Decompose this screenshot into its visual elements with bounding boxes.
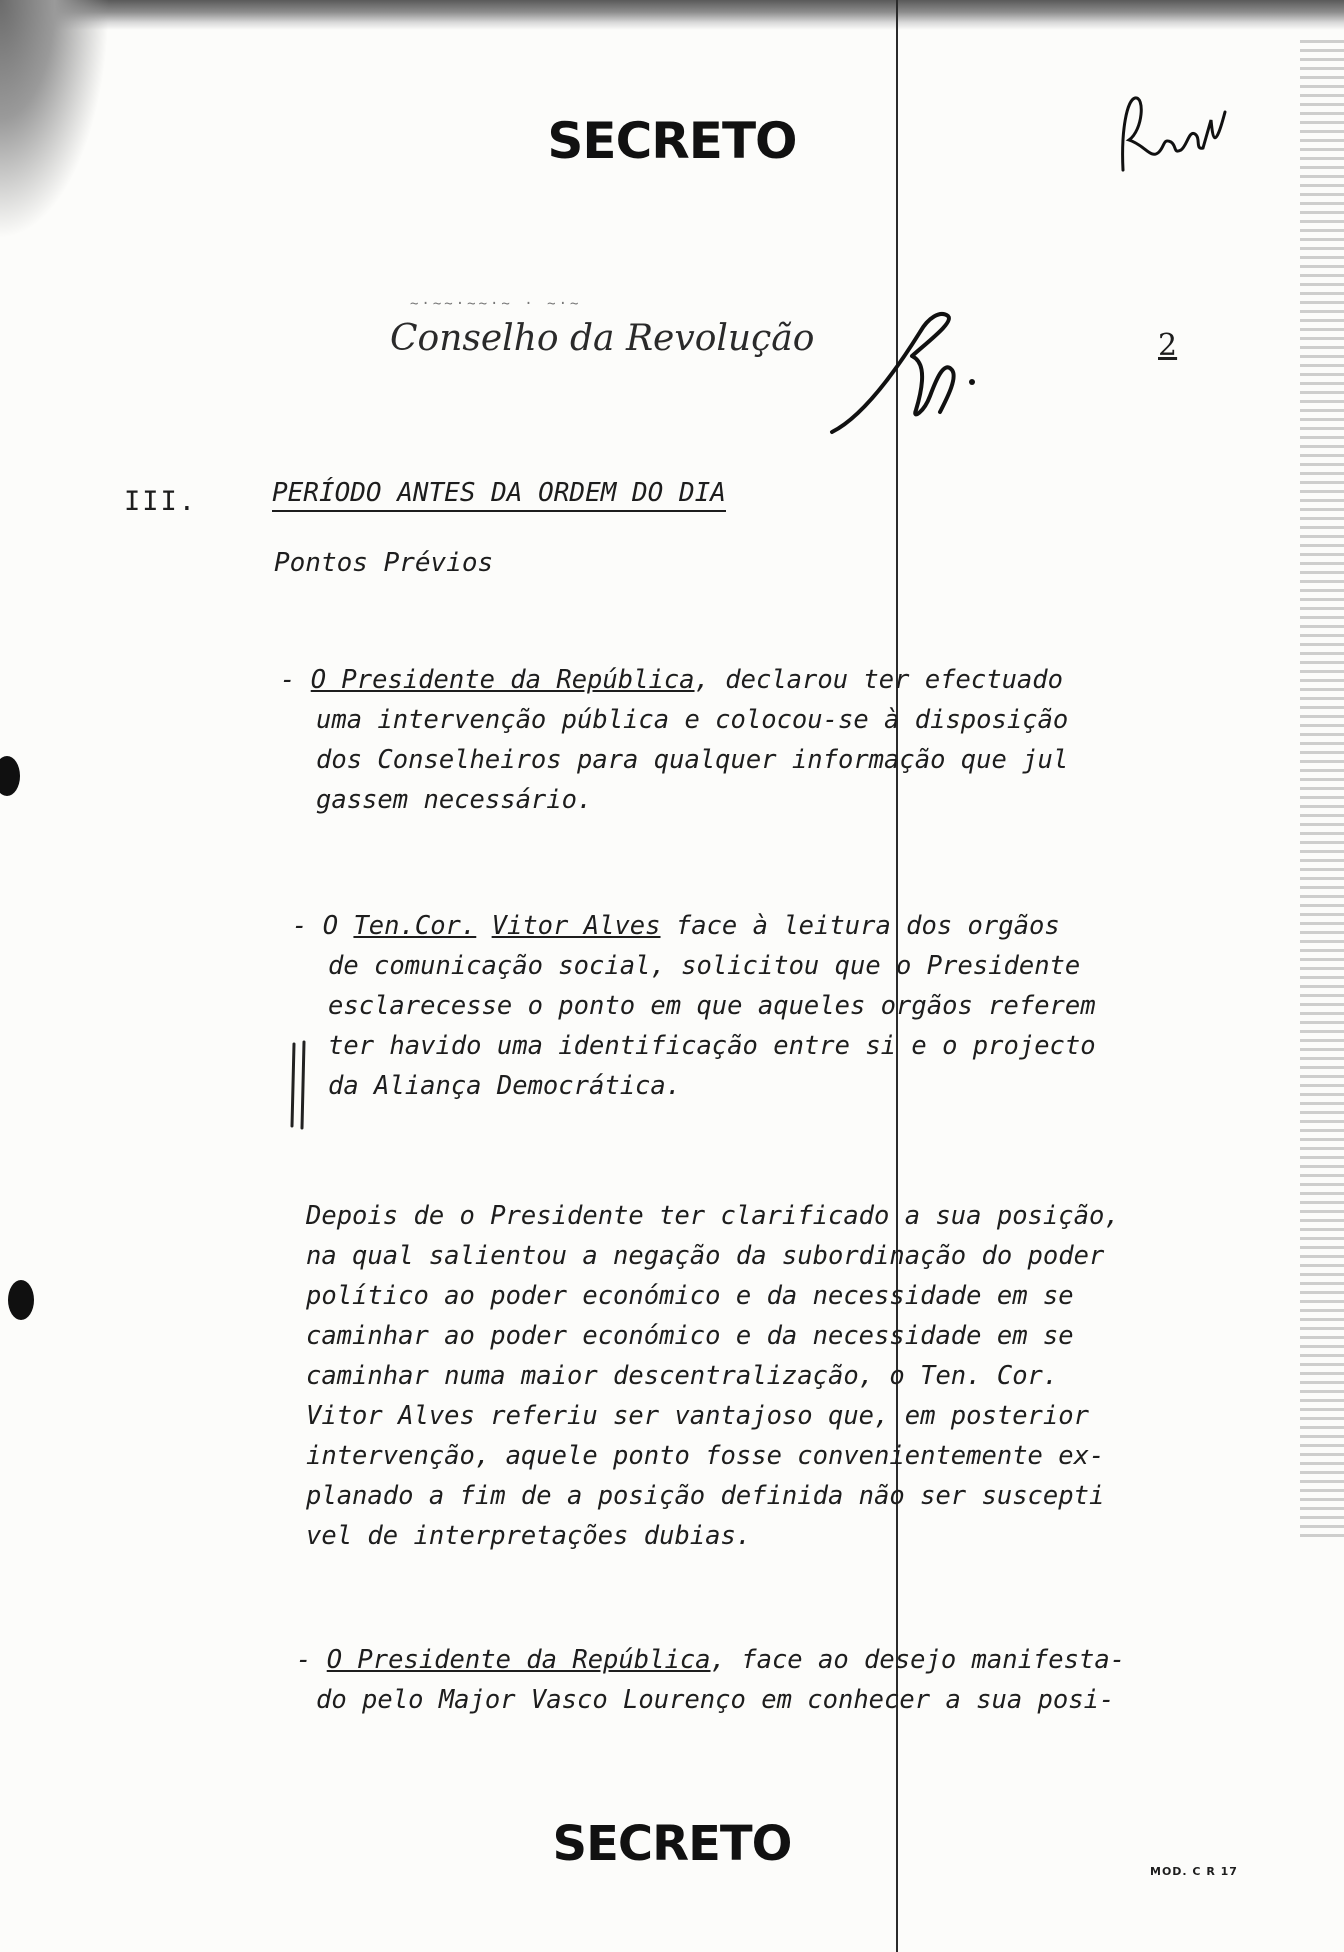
paragraph-text: , face ao desejo manifesta-: [710, 1645, 1126, 1675]
speaker-president: O Presidente da República: [310, 665, 695, 695]
classification-stamp-top: SECRETO: [547, 112, 797, 170]
paragraph-clarification: [306, 1196, 1120, 1556]
paragraph-president-response: [296, 1640, 1125, 1720]
speaker-rank: Ten.Cor.: [353, 911, 477, 941]
form-code: MOD. C R 17: [1150, 1865, 1238, 1878]
paragraph-line: dos Conselheiros para qualquer informação que jul: [316, 745, 1069, 775]
paragraph-line: caminhar ao poder económico e da necessidade em se: [306, 1321, 1074, 1351]
speaker-president: O Presidente da República: [326, 1645, 711, 1675]
paragraph-line: esclarecesse o ponto em que aqueles orgãos referem: [328, 991, 1096, 1021]
punch-hole: [0, 756, 20, 796]
paragraph-line: da Aliança Democrática.: [328, 1071, 682, 1101]
paragraph-text: face à leitura dos orgãos: [660, 911, 1060, 941]
paragraph-line: vel de interpretações dubias.: [306, 1521, 752, 1551]
paragraph-line: Depois de o Presidente ter clarificado a sua posição,: [306, 1201, 1120, 1231]
scan-edge-right: [1300, 40, 1344, 1540]
letterhead-emblem: ~·~~·~~·~ · ~·~: [410, 296, 582, 312]
paragraph-line: ter havido uma identificação entre si e o projecto: [328, 1031, 1096, 1061]
paragraph-line: intervenção, aquele ponto fosse convenientemente ex-: [306, 1441, 1105, 1471]
page-number: 2: [1158, 328, 1178, 363]
paragraph-line: uma intervenção pública e colocou-se à disposição: [316, 705, 1069, 735]
classification-stamp-bottom: SECRETO: [552, 1816, 792, 1872]
paragraph-line: na qual salientou a negação da subordinação do poder: [306, 1241, 1105, 1271]
paragraph-line: Vitor Alves referiu ser vantajoso que, em posterior: [306, 1401, 1089, 1431]
paragraph-line: do pelo Major Vasco Lourenço em conhecer a sua posi-: [316, 1685, 1115, 1715]
letterhead-title: Conselho da Revolução: [390, 318, 815, 359]
punch-hole: [8, 1280, 34, 1320]
list-dash: -: [280, 665, 311, 695]
scan-shadow-top: [0, 0, 1344, 30]
paragraph-text: , declarou ter efectuado: [694, 665, 1063, 695]
paragraph-vitor-alves-request: [292, 906, 1096, 1106]
paragraph-line: caminhar numa maior descentralização, o Ten. Cor.: [306, 1361, 1059, 1391]
list-dash: -: [292, 911, 323, 941]
handwritten-initials: [1115, 90, 1235, 190]
paragraph-line: gassem necessário.: [316, 785, 593, 815]
paragraph-line: de comunicação social, solicitou que o Presidente: [328, 951, 1081, 981]
paragraph-line: político ao poder económico e da necessidade em se: [306, 1281, 1074, 1311]
margin-mark: [288, 1040, 318, 1130]
paragraph-text: O: [322, 911, 354, 941]
section-number: III.: [124, 486, 198, 517]
section-title: PERÍODO ANTES DA ORDEM DO DIA: [272, 478, 726, 512]
paragraph-line: planado a fim de a posição definida não ser suscepti: [306, 1481, 1105, 1511]
section-subtitle: Pontos Prévios: [274, 548, 494, 578]
list-dash: -: [296, 1645, 327, 1675]
paragraph-president-intervention: [280, 660, 1068, 820]
speaker-name: Vitor Alves: [491, 911, 661, 941]
handwritten-signature: [820, 300, 990, 450]
